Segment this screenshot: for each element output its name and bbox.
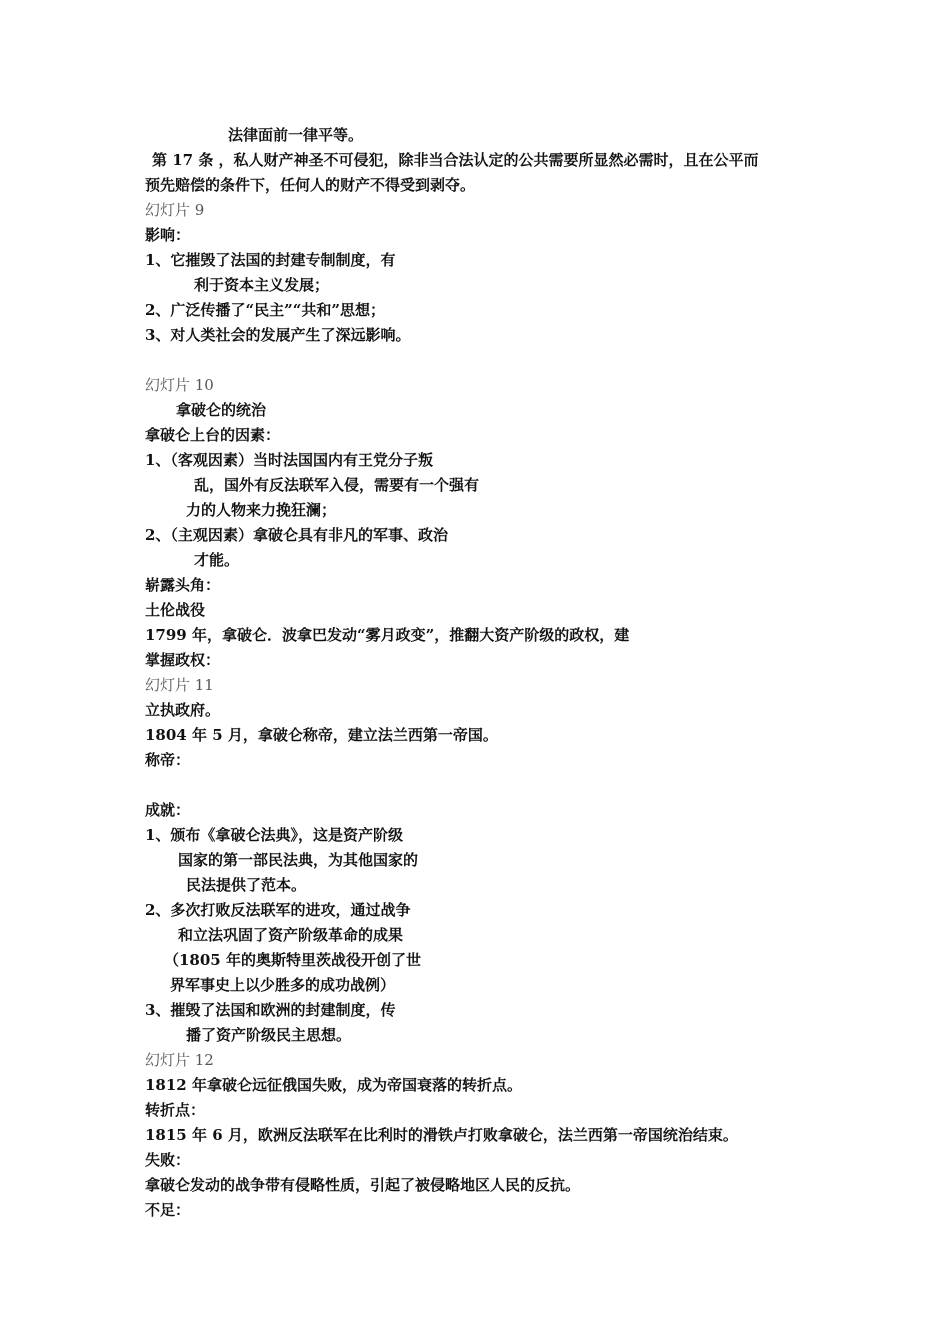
- text-line: 拿破仑的统治: [176, 401, 267, 419]
- text-line: 拿破仑发动的战争带有侵略性质，引起了被侵略地区人民的反抗。: [145, 1176, 581, 1194]
- text-line: 1、颁布《拿破仑法典》，这是资产阶级: [145, 826, 403, 844]
- text-line: 1804 年 5 月，拿破仑称帝，建立法兰西第一帝国。: [145, 726, 498, 744]
- text-line: 民法提供了范本。: [186, 876, 307, 894]
- text-line: 3、对人类社会的发展产生了深远影响。: [145, 326, 411, 344]
- text-line: 乱，国外有反法联军入侵，需要有一个强有: [194, 476, 480, 494]
- text-line: （1805 年的奥斯特里茨战役开创了世: [164, 951, 421, 969]
- text-line: 利于资本主义发展；: [194, 276, 330, 294]
- text-line: 1815 年 6 月，欧洲反法联军在比利时的滑铁卢打败拿破仑，法兰西第一帝国统治结束。: [145, 1126, 738, 1144]
- text-line: 转折点：: [145, 1101, 206, 1119]
- slide-label: 幻灯片 11: [145, 676, 214, 694]
- text-line: 2、多次打败反法联军的进攻，通过战争: [145, 901, 411, 919]
- text-line: 国家的第一部民法典，为其他国家的: [178, 851, 419, 869]
- text-line: 播了资产阶级民主思想。: [186, 1026, 352, 1044]
- text-line: 预先赔偿的条件下，任何人的财产不得受到剥夺。: [145, 176, 476, 194]
- text-line: 土伦战役: [145, 601, 206, 619]
- text-line: 界军事史上以少胜多的成功战例）: [170, 976, 396, 994]
- text-line: 掌握政权：: [145, 651, 221, 669]
- text-line: 3、摧毁了法国和欧洲的封建制度，传: [145, 1001, 396, 1019]
- text-line: 2、广泛传播了“民主”“共和”思想；: [145, 301, 385, 319]
- text-line: 和立法巩固了资产阶级革命的成果: [178, 926, 404, 944]
- text-line: 影响：: [145, 226, 191, 244]
- text-line: 力的人物来力挽狂澜；: [186, 501, 337, 519]
- slide-label: 幻灯片 10: [145, 376, 214, 394]
- text-line: 成就：: [145, 801, 191, 819]
- text-line: 2、（主观因素）拿破仑具有非凡的军事、政治: [145, 526, 448, 544]
- text-line: 才能。: [194, 551, 240, 569]
- text-line: 拿破仑上台的因素：: [145, 426, 281, 444]
- text-line: 1、它摧毁了法国的封建专制制度，有: [145, 251, 396, 269]
- text-line: 崭露头角：: [145, 576, 221, 594]
- text-line: 不足：: [145, 1201, 191, 1219]
- text-line: 失败：: [145, 1151, 191, 1169]
- slide-label: 幻灯片 9: [145, 201, 205, 219]
- text-line: 1812 年拿破仑远征俄国失败，成为帝国衰落的转折点。: [145, 1076, 522, 1094]
- text-line: 立执政府。: [145, 701, 221, 719]
- text-line: 第 17 条 ，私人财产神圣不可侵犯，除非当合法认定的公共需要所显然必需时，且在公平而: [152, 151, 759, 169]
- slide-label: 幻灯片 12: [145, 1051, 214, 1069]
- text-line: 法律面前一律平等。: [228, 126, 364, 144]
- text-line: 称帝：: [145, 751, 191, 769]
- text-line: 1、（客观因素）当时法国国内有王党分子叛: [145, 451, 433, 469]
- text-line: 1799 年，拿破仑．波拿巴发动“雾月政变”，推翻大资产阶级的政权，建: [145, 626, 630, 644]
